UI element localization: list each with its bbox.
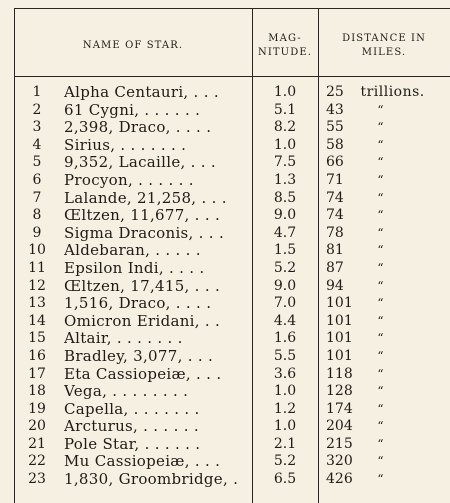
row-number: 5 — [32, 154, 42, 171]
table-row — [0, 242, 450, 260]
magnitude-value: 8.2 — [273, 119, 297, 136]
row-number: 15 — [28, 330, 46, 347]
table-row — [0, 102, 450, 120]
distance-unit: “ — [377, 172, 384, 187]
distance-value: 174 — [326, 400, 353, 417]
magnitude-value: 5.1 — [273, 101, 297, 118]
row-number: 3 — [32, 119, 42, 136]
distance-value: 25 — [326, 84, 344, 100]
table-row — [0, 84, 450, 102]
table-row — [0, 348, 450, 366]
table-row — [0, 154, 450, 172]
distance-unit: “ — [377, 401, 384, 416]
distance-cell — [326, 225, 446, 243]
distance-cell — [326, 137, 446, 155]
distance-cell — [326, 102, 446, 120]
header-name: NAME OF STAR. — [82, 40, 184, 51]
table-row — [0, 383, 450, 401]
row-number: 4 — [32, 136, 42, 153]
distance-cell — [326, 418, 446, 436]
distance-value: 58 — [326, 136, 344, 153]
table-row — [0, 471, 450, 489]
distance-value: 101 — [326, 330, 353, 347]
star-name: Alpha Centauri, . . . — [64, 84, 219, 101]
table-row — [0, 453, 450, 471]
distance-unit: “ — [377, 190, 384, 205]
star-name: Bradley, 3,077, . . . — [64, 347, 214, 365]
row-number: 20 — [28, 418, 46, 435]
table-row — [0, 418, 450, 436]
magnitude-value: 1.2 — [273, 400, 297, 417]
magnitude-value: 9.0 — [273, 207, 297, 224]
distance-cell — [326, 383, 446, 401]
header-magnitude: MAG- NITUDE. — [258, 33, 312, 58]
distance-value: 215 — [326, 435, 353, 452]
row-number: 19 — [28, 400, 46, 417]
distance-value: 87 — [326, 259, 344, 276]
row-number: 22 — [28, 453, 46, 470]
distance-value: 128 — [326, 383, 353, 400]
table-row — [0, 313, 450, 331]
star-name: Aldebaran, . . . . . — [64, 242, 201, 260]
distance-cell — [326, 313, 446, 331]
distance-unit: trillions. — [360, 84, 425, 100]
row-number: 23 — [28, 471, 46, 488]
distance-value: 118 — [326, 365, 353, 382]
distance-cell — [326, 348, 446, 366]
star-name: Sigma Draconis, . . . — [64, 224, 225, 242]
distance-cell — [326, 84, 446, 102]
distance-unit: “ — [377, 313, 384, 328]
distance-unit: “ — [377, 278, 384, 293]
magnitude-value: 5.2 — [273, 259, 297, 276]
row-number: 13 — [28, 295, 46, 312]
star-name: 1,830, Groombridge, . — [64, 471, 239, 489]
distance-unit: “ — [377, 243, 384, 258]
distance-unit: “ — [377, 120, 384, 135]
distance-unit: “ — [377, 436, 384, 451]
star-name: 1,516, Draco, . . . . — [64, 295, 212, 313]
row-number: 17 — [28, 365, 46, 382]
magnitude-value: 1.5 — [273, 242, 297, 259]
distance-cell — [326, 172, 446, 190]
distance-value: 320 — [326, 453, 353, 470]
table-row — [0, 225, 450, 243]
magnitude-value: 5.2 — [273, 453, 297, 470]
table-body — [0, 84, 450, 489]
distance-unit: “ — [377, 260, 384, 275]
distance-unit: “ — [377, 208, 384, 223]
row-number: 9 — [32, 224, 42, 241]
table-row — [0, 207, 450, 225]
star-name: 9,352, Lacaille, . . . — [64, 154, 216, 172]
star-name: Omicron Eridani, . . — [64, 312, 221, 330]
star-name: Pole Star, . . . . . . — [64, 435, 201, 453]
star-name: Œltzen, 17,415, . . . — [64, 277, 221, 295]
distance-unit: “ — [377, 296, 384, 311]
magnitude-value: 1.6 — [273, 330, 297, 347]
distance-unit: “ — [377, 454, 384, 469]
distance-value: 55 — [326, 119, 344, 136]
table-row — [0, 190, 450, 208]
star-name: Œltzen, 11,677, . . . — [64, 207, 221, 225]
table-row — [0, 278, 450, 296]
distance-unit: “ — [377, 225, 384, 240]
distance-cell — [326, 366, 446, 384]
distance-value: 74 — [326, 207, 344, 224]
distance-cell — [326, 260, 446, 278]
row-number: 16 — [28, 347, 46, 364]
distance-value: 204 — [326, 418, 353, 435]
distance-unit: “ — [377, 384, 384, 399]
distance-cell — [326, 401, 446, 419]
star-name: Eta Cassiopeiæ, . . . — [64, 365, 222, 383]
magnitude-value: 1.3 — [273, 171, 297, 188]
row-number: 18 — [28, 383, 46, 400]
distance-value: 101 — [326, 347, 353, 364]
magnitude-value: 3.6 — [273, 365, 297, 382]
magnitude-value: 2.1 — [273, 435, 297, 452]
distance-cell — [326, 278, 446, 296]
magnitude-value: 1.0 — [273, 84, 297, 100]
distance-cell — [326, 119, 446, 137]
distance-value: 71 — [326, 171, 344, 188]
distance-value: 94 — [326, 277, 344, 294]
magnitude-value: 5.5 — [273, 347, 297, 364]
star-name: Sirius, . . . . . . . — [64, 136, 187, 154]
distance-cell — [326, 154, 446, 172]
distance-unit: “ — [377, 366, 384, 381]
row-number: 14 — [28, 312, 46, 329]
header-distance: DISTANCE IN MILES. — [342, 33, 426, 58]
distance-cell — [326, 471, 446, 489]
table-row — [0, 366, 450, 384]
magnitude-value: 1.0 — [273, 418, 297, 435]
star-name: Capella, . . . . . . . — [64, 400, 200, 418]
row-number: 8 — [32, 207, 42, 224]
row-number: 1 — [32, 84, 42, 100]
distance-unit: “ — [377, 331, 384, 346]
distance-unit: “ — [377, 348, 384, 363]
magnitude-value: 1.0 — [273, 136, 297, 153]
distance-value: 101 — [326, 295, 353, 312]
distance-cell — [326, 207, 446, 225]
magnitude-value: 7.5 — [273, 154, 297, 171]
header-rule — [14, 76, 450, 77]
magnitude-value: 1.0 — [273, 383, 297, 400]
star-name: Epsilon Indi, . . . . — [64, 259, 205, 277]
distance-unit: “ — [377, 155, 384, 170]
magnitude-value: 7.0 — [273, 295, 297, 312]
star-name: Procyon, . . . . . . — [64, 171, 194, 189]
distance-unit: “ — [377, 419, 384, 434]
table-row — [0, 401, 450, 419]
magnitude-value: 8.5 — [273, 189, 297, 206]
top-rule — [14, 8, 450, 9]
distance-cell — [326, 330, 446, 348]
row-number: 11 — [28, 259, 46, 276]
row-number: 10 — [28, 242, 46, 259]
magnitude-value: 4.4 — [273, 312, 297, 329]
magnitude-value: 9.0 — [273, 277, 297, 294]
distance-value: 101 — [326, 312, 353, 329]
star-name: 61 Cygni, . . . . . . — [64, 101, 201, 119]
magnitude-value: 6.5 — [273, 471, 297, 488]
distance-cell — [326, 295, 446, 313]
distance-value: 74 — [326, 189, 344, 206]
row-number: 6 — [32, 171, 42, 188]
star-name: Lalande, 21,258, . . . — [64, 189, 227, 207]
distance-cell — [326, 436, 446, 454]
row-number: 21 — [28, 435, 46, 452]
table-row — [0, 295, 450, 313]
row-number: 7 — [32, 189, 42, 206]
table-row — [0, 260, 450, 278]
distance-value: 78 — [326, 224, 344, 241]
star-name: Arcturus, . . . . . . — [64, 418, 199, 436]
row-number: 12 — [28, 277, 46, 294]
table-row — [0, 330, 450, 348]
table-row — [0, 119, 450, 137]
distance-value: 426 — [326, 471, 353, 488]
star-name: Mu Cassiopeiæ, . . . — [64, 453, 221, 471]
table-row — [0, 137, 450, 155]
star-name: Altair, . . . . . . . — [64, 330, 183, 348]
star-name: 2,398, Draco, . . . . — [64, 119, 212, 137]
distance-unit: “ — [377, 102, 384, 117]
distance-value: 43 — [326, 101, 344, 118]
distance-unit: “ — [377, 472, 384, 487]
magnitude-value: 4.7 — [273, 224, 297, 241]
distance-unit: “ — [377, 137, 384, 152]
distance-cell — [326, 190, 446, 208]
star-name: Vega, . . . . . . . . — [64, 383, 189, 401]
table-row — [0, 172, 450, 190]
distance-value: 66 — [326, 154, 344, 171]
distance-value: 81 — [326, 242, 344, 259]
distance-cell — [326, 242, 446, 260]
table-row — [0, 436, 450, 454]
distance-cell — [326, 453, 446, 471]
row-number: 2 — [32, 101, 42, 118]
